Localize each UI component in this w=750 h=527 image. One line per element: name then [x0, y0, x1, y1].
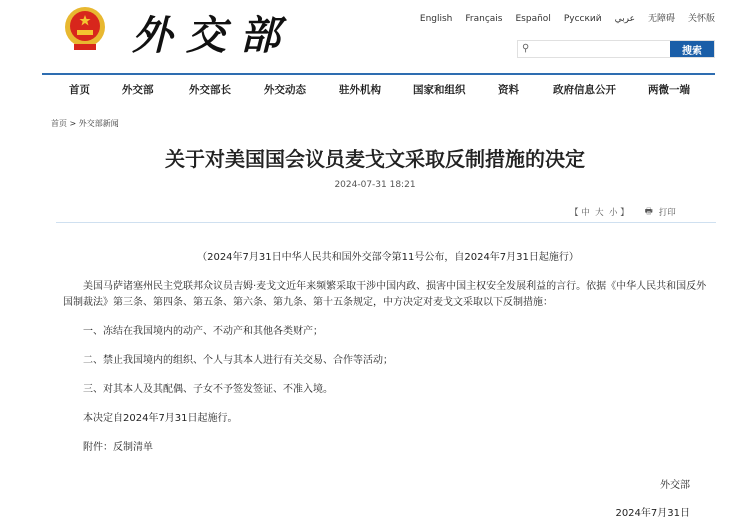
header-divider: [42, 73, 715, 75]
search-button[interactable]: 搜索: [670, 41, 714, 57]
article-paragraph: 三、对其本人及其配偶、子女不予签发签证、不准入境。: [83, 384, 333, 395]
article-body: [63, 250, 713, 469]
nav-gov-info[interactable]: 政府信息公开: [553, 84, 616, 96]
national-emblem-logo: [62, 6, 108, 52]
nav-home[interactable]: 首页: [69, 84, 90, 96]
print-icon[interactable]: 🖶: [644, 207, 653, 217]
lang-russian[interactable]: Русский: [563, 14, 602, 24]
elderly-mode-link[interactable]: 关怀版: [687, 14, 715, 24]
nav-activities[interactable]: 外交动态: [264, 84, 306, 96]
article-tools: [570, 206, 676, 220]
language-links: [420, 13, 715, 25]
attachment-line[interactable]: 附件：反制清单: [83, 442, 153, 453]
nav-media[interactable]: 两微一端: [648, 84, 690, 96]
lang-english[interactable]: English: [419, 14, 453, 24]
nav-countries[interactable]: 国家和组织: [413, 84, 466, 96]
nav-missions[interactable]: 驻外机构: [339, 84, 381, 96]
search-icon: ⚲: [522, 43, 530, 54]
ministry-logo-text[interactable]: 外交部: [132, 12, 294, 59]
article-paragraph: 二、禁止我国境内的组织、个人与其本人进行有关交易、合作等活动；: [83, 355, 393, 366]
sign-date: 2024年7月31日: [615, 508, 690, 519]
lang-spanish[interactable]: Español: [515, 14, 551, 24]
nav-ministry[interactable]: 外交部: [122, 84, 154, 96]
signature: 外交部: [660, 480, 690, 491]
nav-resources[interactable]: 资料: [498, 84, 519, 96]
decree-note: （2024年7月31日中华人民共和国外交部令第11号公布，自2024年7月31日起施行）: [197, 252, 579, 263]
article-paragraph: 一、冻结在我国境内的动产、不动产和其他各类财产；: [83, 326, 323, 337]
font-size-controls[interactable]: 【 中 大 小 】: [570, 208, 629, 218]
breadcrumb[interactable]: 首页 > 外交部新闻: [51, 119, 119, 128]
search-bar: [517, 40, 715, 58]
article-date: 2024-07-31 18:21: [334, 180, 416, 190]
accessibility-link[interactable]: 无障碍: [647, 14, 675, 24]
article-paragraph: 本决定自2024年7月31日起施行。: [83, 413, 238, 424]
search-input[interactable]: [518, 41, 670, 57]
lang-french[interactable]: Français: [465, 14, 503, 24]
article-paragraph: 美国马萨诸塞州民主党联邦众议员吉姆·麦戈文近年来频繁采取干涉中国内政、损害中国主权安全发展利益的言行。依据《中华人民共和国反外国制裁法》第三条、第四条、第五条、第六条、第九条、第十五条规定，中方决定对麦戈文采取以下反制措施：: [63, 281, 707, 308]
lang-arabic[interactable]: عربي: [614, 14, 635, 24]
article-title: 关于对美国国会议员麦戈文采取反制措施的决定: [165, 147, 585, 171]
tools-divider: [56, 222, 716, 223]
print-button[interactable]: 打印: [658, 208, 676, 218]
nav-minister[interactable]: 外交部长: [189, 84, 231, 96]
